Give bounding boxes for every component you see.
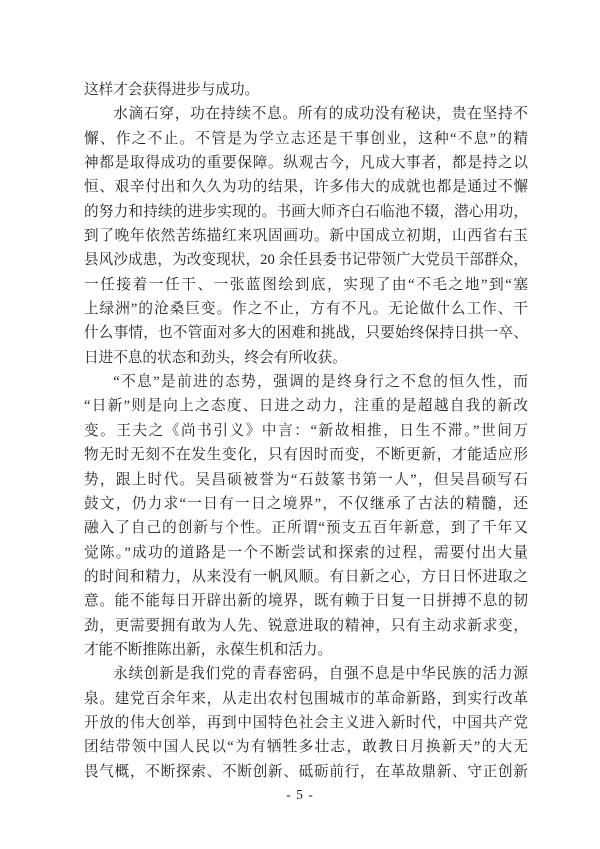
text-line: 融入了自己的创新与个性。正所谓“预支五百年新意，到了千年又 bbox=[84, 520, 528, 537]
text-line: 开放的伟大创举，再到中国特色社会主义进入新时代，中国共产党 bbox=[84, 714, 528, 731]
text-line: 一任接着一任干、一张蓝图绘到底，实现了由“不毛之地”到“塞 bbox=[84, 276, 528, 293]
body-text bbox=[84, 78, 528, 784]
text-line: 才能不断推陈出新，永葆生机和活力。 bbox=[84, 641, 333, 658]
text-line: 的时间和精力，从来没有一帆风顺。有日新之心，方日日怀进取之 bbox=[84, 568, 528, 585]
text-line: 泉。建党百余年来，从走出农村包围城市的革命新路，到实行改革 bbox=[84, 690, 528, 707]
text-line: 什么事情，也不管面对多大的困难和挑战，只要始终保持日拱一卒、 bbox=[84, 325, 528, 342]
text-line: “不息”是前进的态势，强调的是终身行之不怠的恒久性，而 bbox=[113, 374, 528, 391]
text-line: 劲，更需要拥有敢为人先、锐意进取的精神，只有主动求新求变， bbox=[84, 617, 528, 634]
text-line: “日新”则是向上之态度、日进之动力，注重的是超越自我的新改 bbox=[84, 398, 528, 415]
text-line: 这样才会获得进步与成功。 bbox=[84, 82, 260, 98]
text-line: 的努力和持续的进步实现的。书画大师齐白石临池不辍，潜心用功， bbox=[84, 203, 528, 220]
text-line: 恒、艰辛付出和久久为功的结果，许多伟大的成就也都是通过不懈 bbox=[84, 179, 528, 196]
text-line: 畏气概，不断探索、不断创新、砥砺前行，在革故鼎新、守正创新 bbox=[84, 763, 528, 780]
text-line: 势，跟上时代。吴昌硕被誉为“石鼓篆书第一人”，但吴昌硕写石 bbox=[84, 471, 528, 488]
text-line: 县风沙成患，为改变现状，20 余任县委书记带领广大党员干部群众， bbox=[84, 252, 528, 269]
text-line: 到了晚年依然苦练描红来巩固画功。新中国成立初期，山西省右玉 bbox=[84, 228, 528, 245]
text-line: 懈、作之不止。不管是为学立志还是干事创业，这种“不息”的精 bbox=[84, 130, 528, 147]
text-line: 变。王夫之《尚书引义》中言：“新故相推，日生不滞。”世间万 bbox=[84, 422, 528, 439]
text-line: 意。能不能每日开辟出新的境界，既有赖于日复一日拼搏不息的韧 bbox=[84, 593, 528, 610]
text-line: 上绿洲”的沧桑巨变。作之不止，方有不凡。无论做什么工作、干 bbox=[84, 301, 528, 318]
text-line: 物无时无刻不在发生变化，只有因时而变，不断更新，才能适应形 bbox=[84, 447, 528, 464]
text-line: 水滴石穿，功在持续不息。所有的成功没有秘诀，贵在坚持不 bbox=[113, 106, 528, 123]
page-number: - 5 - bbox=[286, 787, 314, 802]
text-line: 神都是取得成功的重要保障。纵观古今，凡成大事者，都是持之以 bbox=[84, 155, 528, 172]
text-line: 永续创新是我们党的青春密码，自强不息是中华民族的活力源 bbox=[113, 666, 528, 683]
text-line: 鼓文，仍力求“一日有一日之境界”，不仅继承了古法的精髓，还 bbox=[84, 495, 528, 512]
text-line: 团结带领中国人民以“为有牺牲多壮志，敢教日月换新天”的大无 bbox=[84, 739, 528, 756]
text-line: 日进不息的状态和劲头，终会有所收获。 bbox=[84, 349, 347, 366]
text-line: 觉陈。”成功的道路是一个不断尝试和探索的过程，需要付出大量 bbox=[84, 544, 528, 561]
